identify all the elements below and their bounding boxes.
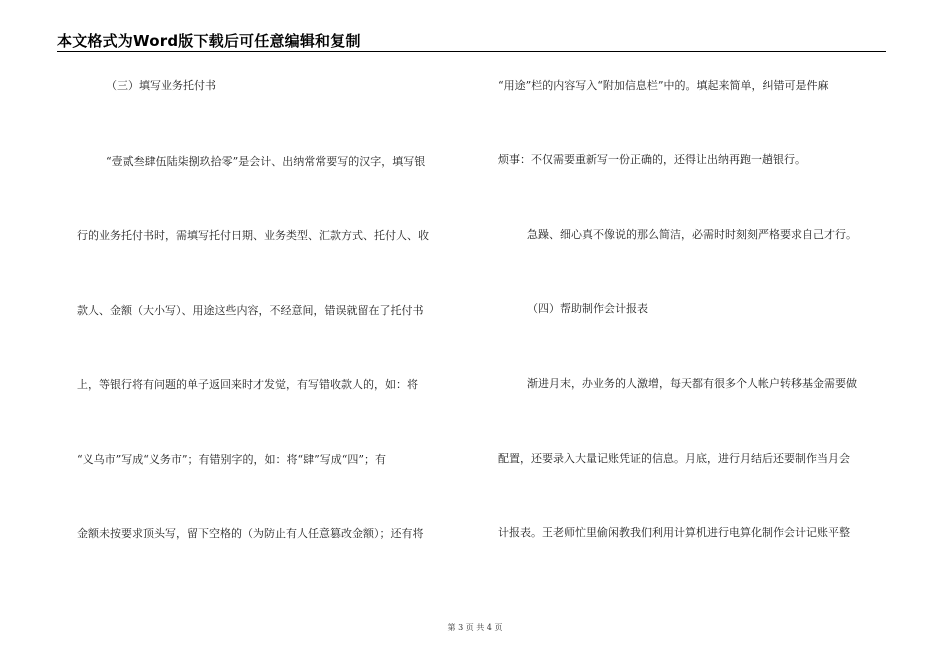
header-rule xyxy=(57,51,886,52)
right-line-2: 烦事：不仅需要重新写一份正确的，还得让出纳再跑一趟银行。 xyxy=(498,153,806,166)
left-line-7: 金额未按要求顶头写，留下空格的（为防止有人任意篡改金额）；还有将 xyxy=(77,527,424,540)
left-line-1: （三）填写业务托付书 xyxy=(106,79,216,92)
right-line-6: 配置，还要录入大量记账凭证的信息。月底，进行月结后还要制作当月会 xyxy=(498,452,850,465)
left-line-3: 行的业务托付书时，需填写托付日期、业务类型、汇款方式、托付人、收 xyxy=(77,229,429,242)
right-line-4: （四）帮助制作会计报表 xyxy=(527,302,648,315)
right-line-1: “用途”栏的内容写入“附加信息栏”中的。填起来简单，纠错可是件麻 xyxy=(498,79,829,92)
right-line-3: 急躁、细心真不像说的那么简洁，必需时时刻刻严格要求自己才行。 xyxy=(527,228,857,241)
left-line-6: “义乌市”写成“义务市”；有错别字的，如：将“肆”写成“四”；有 xyxy=(77,453,386,466)
left-line-2: “壹贰叁肆伍陆柒捌玖拾零”是会计、出纳常常要写的汉字，填写银 xyxy=(106,155,426,168)
document-header: 本文格式为Word版下载后可任意编辑和复制 xyxy=(57,32,361,50)
page-number: 第 3 页 共 4 页 xyxy=(447,623,503,632)
right-line-5: 渐进月末，办业务的人激增，每天都有很多个人帐户转移基金需要做 xyxy=(527,377,857,390)
left-line-5: 上，等银行将有问题的单子返回来时才发觉，有写错收款人的，如：将 xyxy=(77,378,418,391)
right-line-7: 计报表。王老师忙里偷闲教我们利用计算机进行电算化制作会计记账平整 xyxy=(498,526,850,539)
left-line-4: 款人、金额（大小写）、用途这些内容，不经意间，错误就留在了托付书 xyxy=(77,304,424,317)
